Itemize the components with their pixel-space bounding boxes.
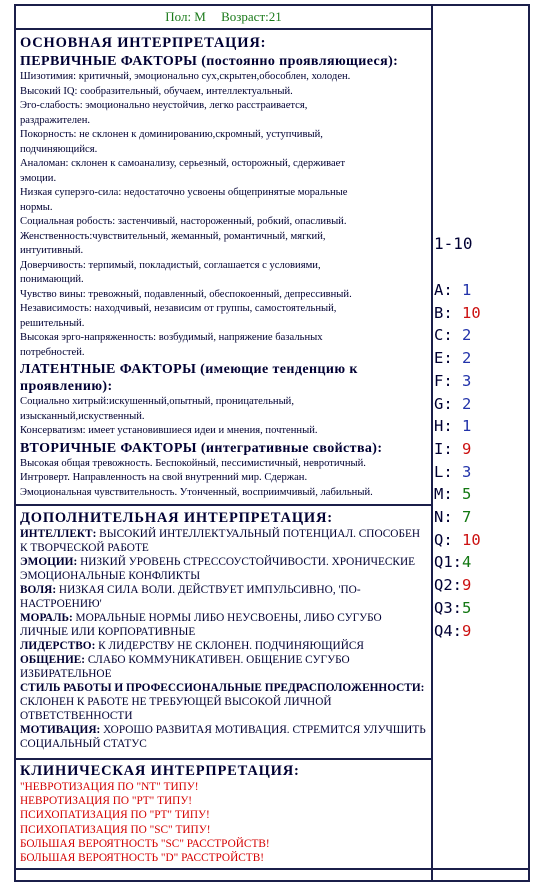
secondary-factor-line: Высокая общая тревожность. Беспокойный, пессимистичный, невротичный. [20,457,366,469]
additional-item [20,527,428,555]
additional-item-text: К ЛИДЕРСТВУ НЕ СКЛОНЕН. ПОДЧИНЯЮЩИЙСЯ [95,640,364,652]
additional-item [20,653,428,681]
primary-factor-line: Шизотимия: критичный, эмоционально сух,скрытен,обособлен, холоден. [20,71,351,82]
factor-separator [453,531,462,549]
factor-value: 9 [462,621,472,640]
primary-factor-line: подчиняющийся. [20,143,98,155]
factor-value: 1 [462,417,472,436]
age-label: Возраст:21 [221,9,282,24]
primary-factor-line: Эго-слабость: эмоционально неустойчив, легко расстраивается, [20,100,308,111]
factor-name: C: [434,326,453,345]
factor-separator [453,508,462,526]
additional-item-label: МОРАЛЬ: [20,612,73,624]
primary-factors-list [20,70,428,360]
factor-row [434,597,471,619]
gender-label: Пол: М [165,9,206,24]
additional-item-text: ВЫСОКИЙ ИНТЕЛЛЕКТУАЛЬНЫЙ ПОТЕНЦИАЛ. СПОСОБЕН К ТВОРЧЕСКОЙ РАБОТЕ [20,528,420,554]
additional-item [20,583,428,611]
primary-factor-line: Чувство вины: тревожный, подавленный, обеспокоенный, депрессивный. [20,288,352,300]
scale-range-label: 1-10 [434,234,473,253]
clinical-warning-line: ПСИХОПАТИЗАЦИЯ ПО "SC" ТИПУ! [20,823,211,836]
factor-name: H: [434,417,453,436]
factor-separator [453,395,462,413]
primary-factors-title: ПЕРВИЧНЫЕ ФАКТОРЫ (постоянно проявляющиеся): [20,54,399,69]
factor-name: A: [434,281,453,299]
secondary-factor-line: Эмоциональная чувствительность. Утонченный, восприимчивый, лабильный. [20,486,373,498]
latent-factors-title-2: проявлению): [20,379,113,394]
additional-item-text: НИЗКАЯ СИЛА ВОЛИ. ДЕЙСТВУЕТ ИМПУЛЬСИВНО, 'ПО-НАСТРОЕНИЮ' [20,584,361,610]
report-header [16,6,431,28]
factor-name: Q: [434,530,453,549]
factor-name: Q1: [434,553,462,572]
primary-factor-line: Высокая эрго-напряженность: возбудимый, напряжение базальных [20,332,323,343]
factor-name: G: [434,394,453,413]
factor-separator [453,372,462,390]
factor-separator [453,440,462,458]
additional-item [20,681,428,723]
main-interpretation [20,35,428,500]
additional-item-text: СЛАБО КОММУНИКАТИВЕН. ОБЩЕНИЕ СУГУБО ИЗБИРАТЕЛЬНОЕ [20,654,350,680]
latent-factor-line: Социально хитрый:искушенный,опытный, проницательный, [20,396,294,407]
factor-value: 9 [462,439,472,458]
factor-row [434,370,471,392]
factor-row [434,302,481,324]
primary-factor-line: Аналоман: склонен к самоанализу, серьезный, осторожный, сдерживает [20,158,346,169]
primary-factor-line: Покорность: не склонен к доминированию,скромный, уступчивый, [20,129,323,140]
factor-row [434,324,471,346]
factor-row [434,415,471,437]
header-divider [14,28,433,30]
primary-factor-line: решительный. [20,317,85,329]
additional-item-label: МОТИВАЦИЯ: [20,724,101,736]
factor-value: 4 [462,553,472,572]
factor-row [434,483,471,505]
factor-value: 2 [462,326,472,345]
additional-item-label: ВОЛЯ: [20,584,57,596]
factor-name: N: [434,508,453,526]
primary-factor-line: потребностей. [20,346,85,358]
additional-item-label: ОБЩЕНИЕ: [20,654,86,666]
factor-value: 10 [462,530,481,549]
clinical-warning-line: ПСИХОПАТИЗАЦИЯ ПО "PT" ТИПУ! [20,809,210,822]
additional-item-text: ХОРОШО РАЗВИТАЯ МОТИВАЦИЯ. СТРЕМИТСЯ УЛУЧШИТЬ СОЦИАЛЬНЫЙ СТАТУС [20,724,426,750]
factor-separator [453,463,462,481]
additional-item-text: НИЗКИЙ УРОВЕНЬ СТРЕССОУСТОЙЧИВОСТИ. ХРОНИЧЕСКИЕ ЭМОЦИОНАЛЬНЫЕ КОНФЛИКТЫ [20,556,416,582]
factor-value: 1 [462,281,472,299]
additional-title: ДОПОЛНИТЕЛЬНАЯ ИНТЕРПРЕТАЦИЯ: [20,510,333,526]
additional-item-text: МОРАЛЬНЫЕ НОРМЫ ЛИБО НЕУСВОЕНЫ, ЛИБО СУГУБО ЛИЧНЫЕ ИЛИ КОРПОРАТИВНЫЕ [20,612,382,638]
clinical-warning-line: НЕВРОТИЗАЦИЯ ПО "PT" ТИПУ! [20,795,193,808]
additional-items-list [20,527,428,751]
clinical-warning-line: "НЕВРОТИЗАЦИЯ ПО "NT" ТИПУ! [20,781,199,793]
clinical-warning-line: БОЛЬШАЯ ВЕРОЯТНОСТЬ "D" РАССТРОЙСТВ! [20,852,264,865]
factor-separator [453,281,462,299]
primary-factor-line: Независимость: находчивый, независим от группы, самостоятельный, [20,303,337,314]
factor-value: 2 [462,394,472,413]
factor-separator [453,485,462,503]
factor-value: 10 [462,303,481,322]
additional-item [20,611,428,639]
clinical-interpretation [20,763,428,865]
additional-item [20,723,428,751]
factor-name: B: [434,303,453,322]
primary-factor-line: интуитивный. [20,245,84,256]
factor-row [434,529,481,551]
footer-strip [14,869,530,882]
primary-factor-line: Социальная робость: застенчивый, настороженный, робкий, опасливый. [20,216,347,227]
factor-value: 5 [462,598,472,617]
clinical-title: КЛИНИЧЕСКАЯ ИНТЕРПРЕТАЦИЯ: [20,763,300,779]
factor-row [434,438,471,460]
primary-factor-line: Высокий IQ: сообразительный, обучаем, интеллектуальный. [20,85,293,97]
factor-row [434,279,471,301]
factor-name: E: [434,349,453,368]
secondary-factor-line: Интроверт. Направленность на свой внутренний мир. Сдержан. [20,472,308,483]
latent-factors-title-1: ЛАТЕНТНЫЕ ФАКТОРЫ (имеющие тенденцию к [20,362,358,377]
factor-value: 3 [462,371,472,390]
factor-row [434,574,471,596]
factor-row [434,461,471,483]
factor-row [434,551,471,573]
primary-factor-line: Женственность:чувствительный, жеманный, романтичный, мягкий, [20,230,326,242]
primary-factor-line: эмоции. [20,172,57,184]
primary-factor-line: нормы. [20,201,53,213]
additional-item-label: СТИЛЬ РАБОТЫ И ПРОФЕССИОНАЛЬНЫЕ ПРЕДРАСПОЛОЖЕННОСТИ: [20,682,425,694]
primary-factor-line: Низкая суперэго-сила: недостаточно усвоены общепринятые моральные [20,187,348,198]
additional-item [20,639,428,653]
factor-value: 7 [462,508,472,526]
factor-separator [453,349,462,367]
factor-separator [453,326,462,344]
primary-factor-line: понимающий. [20,274,84,285]
additional-item-label: ЛИДЕРСТВО: [20,640,96,652]
factor-value: 5 [462,485,472,504]
secondary-factors-title: ВТОРИЧНЫЕ ФАКТОРЫ (интегративные свойства): [20,440,383,456]
column-divider [431,4,433,882]
main-title: ОСНОВНАЯ ИНТЕРПРЕТАЦИЯ: [20,35,267,51]
factor-name: Q4: [434,621,462,640]
factor-separator [453,304,462,322]
factor-name: F: [434,371,453,390]
section-divider-additional [14,504,433,506]
primary-factor-line: Доверчивость: терпимый, покладистый, соглашается с условиями, [20,259,321,271]
factor-separator [453,417,462,435]
latent-factor-line: изысканный,искуственный. [20,410,145,422]
additional-item-text: СКЛОНЕН К РАБОТЕ НЕ ТРЕБУЮЩЕЙ ВЫСОКОЙ ЛИЧНОЙ ОТВЕТСТВЕННОСТИ [20,696,332,722]
factor-name: L: [434,462,453,481]
latent-factor-line: Консерватизм: имеет установившиеся идеи и мнения, почтенный. [20,425,318,436]
additional-item-label: ИНТЕЛЛЕКТ: [20,528,97,540]
additional-item-label: ЭМОЦИИ: [20,556,78,568]
factor-row [434,393,471,415]
factor-name: Q2: [434,576,462,595]
secondary-factors-list [20,457,428,501]
primary-factor-line: раздражителен. [20,114,91,126]
factor-value: 2 [462,349,472,368]
factor-value: 3 [462,462,472,481]
factor-row [434,506,471,528]
clinical-warning-line: БОЛЬШАЯ ВЕРОЯТНОСТЬ "SC" РАССТРОЙСТВ! [20,837,270,850]
factor-name: Q3: [434,598,462,617]
factor-row [434,347,471,369]
section-divider-clinical [14,758,433,760]
factor-value: 9 [462,576,472,595]
factor-name: M: [434,485,453,504]
latent-factors-list [20,395,428,439]
factor-name: I: [434,439,453,458]
factor-row [434,620,471,642]
additional-item [20,555,428,583]
clinical-lines-list [20,780,428,865]
additional-interpretation [20,510,428,751]
